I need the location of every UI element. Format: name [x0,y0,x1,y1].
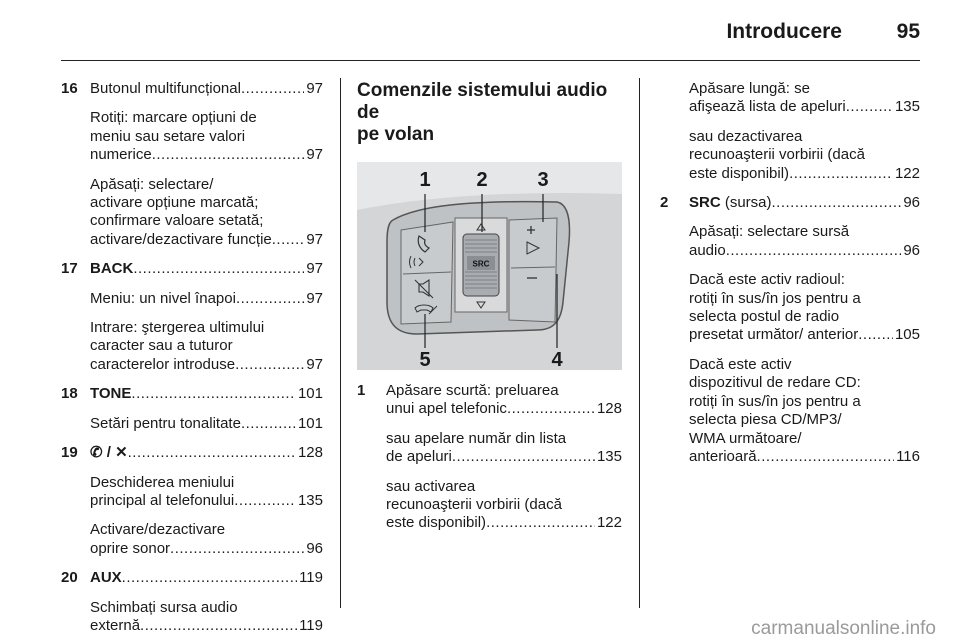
paragraph [90,176,323,250]
text-line [90,415,323,433]
figure-label-4: 4 [551,349,563,370]
text-line [90,109,323,127]
line-content: de apeluri [386,448,452,466]
line-text [689,290,861,308]
line-text [90,492,234,510]
line-text [90,617,140,635]
line-text [90,109,257,127]
src-button-label: SRC [472,259,490,269]
line-content: activare/dezactivare funcție [90,230,272,248]
page-reference[interactable]: 122 [596,514,622,532]
line-text [386,496,562,514]
page-header [0,0,960,60]
text-line [90,521,323,539]
paragraph [90,569,323,587]
line-text [90,415,241,433]
leader-dots [122,569,297,587]
line-text [689,80,810,98]
page-reference[interactable]: 119 [299,569,323,587]
line-text [90,231,272,249]
line-text [90,194,258,212]
text-line [90,212,323,230]
item-number: 20 [61,569,78,587]
line-content: externă [90,616,141,634]
page-number: 95 [896,20,920,43]
header-divider [61,60,920,61]
text-line [90,319,323,337]
chapter-title: Introducere [726,20,842,43]
text-line [90,80,323,98]
text-line [90,599,323,617]
line-text [689,146,865,164]
line-content: recunoaşterii vorbirii (dacă [386,496,562,514]
item-number: 17 [61,260,78,278]
text-line [689,271,920,289]
page-reference[interactable]: 101 [297,414,323,432]
legend-item [61,444,323,558]
text-line [90,128,323,146]
text-line [689,223,920,241]
section-heading [357,80,622,146]
text-line [90,540,323,558]
line-text [386,478,475,496]
control-name: SRC [689,194,721,212]
line-text [689,308,839,326]
line-text [689,223,849,241]
line-content: Schimbați sursa audio [90,598,238,616]
line-text [90,385,131,403]
text-line [90,444,323,462]
line-content: principal al telefonului [90,491,235,509]
paragraph [689,128,920,183]
item-number: 19 [61,444,78,462]
text-line [689,356,920,374]
figure-label-5: 5 [419,349,431,370]
text-line [386,430,622,448]
line-text [90,290,236,308]
line-content: unui apel telefonic [386,400,507,418]
leader-dots [140,617,297,635]
text-line [90,617,323,635]
line-content: Apăsați: selectare/ [90,175,214,193]
page-reference[interactable]: 135 [297,491,323,509]
page-reference[interactable]: 97 [306,355,323,373]
page-reference[interactable]: 97 [306,289,323,307]
line-text [90,212,263,230]
text-line [90,260,323,278]
leader-dots [235,356,304,374]
line-content: Intrare: ştergerea ultimului [90,319,265,337]
line-text [90,260,133,278]
page-reference[interactable]: 96 [903,241,920,259]
leader-dots [789,165,893,183]
item-number: 18 [61,385,78,403]
line-content: caracter sau a tuturor [90,337,233,355]
line-text [689,128,802,146]
page-reference[interactable]: 122 [894,164,920,182]
section-heading-line1: Comenzile sistemului audio de [357,80,608,123]
text-line [689,80,920,98]
watermark: carmanualsonline.info [751,618,936,639]
line-content: (sursa) [720,194,772,212]
line-content: presetat următor/ anterior [689,326,859,344]
line-text [90,80,241,98]
line-content: Apăsați: selectare sursă [689,223,850,241]
column-2-items [357,382,622,533]
paragraph [90,319,323,374]
leader-dots [772,194,902,212]
text-line [90,194,323,212]
paragraph [90,474,323,511]
text-line [90,492,323,510]
line-content: meniu sau setare valori [90,127,246,145]
paragraph [90,109,323,164]
line-content: recunoaşterii vorbirii (dacă [689,146,865,164]
page-reference[interactable]: 96 [903,194,920,212]
leader-dots [486,514,595,532]
legend-item [61,569,323,635]
line-content: rotiți în sus/în jos pentru a [689,392,861,410]
line-content: selecta postul de radio [689,308,840,326]
leader-dots [128,444,296,462]
paragraph [689,80,920,117]
text-line [689,242,920,260]
item-number: 1 [357,382,366,399]
page-reference[interactable]: 135 [596,448,622,466]
line-text [90,356,235,374]
line-text [689,326,858,344]
line-text [90,521,225,539]
line-text [90,176,213,194]
text-line [689,146,920,164]
right-button-cluster [509,218,557,322]
paragraph [90,599,323,636]
leader-dots [452,448,595,466]
line-text [90,444,128,462]
continued-item [660,80,920,183]
line-text [386,448,452,466]
page-reference[interactable]: 105 [894,326,920,344]
line-content: activare opțiune marcată; [90,194,259,212]
text-line [689,326,920,344]
text-line [90,474,323,492]
paragraph [90,290,323,308]
line-text [386,514,486,532]
text-line [689,128,920,146]
line-content: sau activarea [386,477,476,495]
paragraph [90,444,323,462]
line-content: este disponibil) [386,514,487,532]
page-reference[interactable]: 128 [596,400,622,418]
line-text [90,319,264,337]
line-content: rotiți în sus/în jos pentru a [689,289,861,307]
text-line [689,374,920,392]
text-line [689,430,920,448]
line-text [90,146,152,164]
text-line [386,496,622,514]
column-divider-1 [340,78,341,608]
leader-dots [241,415,296,433]
legend-item [357,382,622,533]
text-line [386,382,622,400]
text-line [90,146,323,164]
leader-dots [236,290,304,308]
paragraph [386,382,622,419]
line-text [90,337,233,355]
leader-dots [272,231,305,249]
line-content: confirmare valoare setată; [90,212,264,230]
line-content: oprire sonor [90,539,171,557]
control-name: TONE [90,385,132,403]
line-content: Rotiți: marcare opțiuni de [90,109,257,127]
leader-dots [241,80,304,98]
text-line [386,448,622,466]
legend-item [61,80,323,249]
leader-dots [726,242,902,260]
line-content: audio [689,241,726,259]
column-divider-2 [639,78,640,608]
line-content: dispozitivul de redare CD: [689,374,861,392]
leader-dots [131,385,296,403]
text-line [689,393,920,411]
paragraph [90,260,323,278]
line-text [386,382,559,400]
paragraph [386,478,622,533]
page-reference[interactable]: 97 [306,260,323,278]
leader-dots [507,400,595,418]
line-content: Butonul multifuncțional [90,80,241,97]
line-text [689,165,789,183]
line-text [689,448,757,466]
line-content: caracterelor introduse [90,355,236,373]
line-text [386,430,566,448]
line-content: sau apelare număr din lista [386,429,567,447]
page-reference[interactable]: 97 [306,80,323,97]
text-line [386,400,622,418]
line-content: WMA următoare/ [689,429,802,447]
figure-label-2: 2 [476,169,488,191]
leader-dots [858,326,893,344]
legend-item [61,385,323,433]
line-content: Setări pentru tonalitate [90,414,241,432]
page-reference[interactable]: 97 [306,146,323,164]
line-text [90,599,238,617]
leader-dots [234,492,296,510]
legend-item [660,194,920,466]
text-line [386,514,622,532]
page-reference[interactable]: 135 [894,98,920,116]
line-content: Deschiderea meniului [90,473,235,491]
control-name: BACK [90,260,134,278]
line-content: Activare/dezactivare [90,521,226,539]
paragraph [90,80,323,98]
text-line [90,337,323,355]
figure-label-1: 1 [419,169,431,191]
line-content: afişează lista de apeluri [689,98,846,116]
line-content: anterioară [689,447,757,465]
paragraph [90,385,323,403]
line-text [689,242,726,260]
legend-item [61,260,323,374]
line-text [90,128,245,146]
column-3-items [660,194,920,466]
page-reference[interactable]: 116 [896,447,920,465]
column-3 [660,80,920,466]
leader-dots [152,146,305,164]
line-content: Meniu: un nivel înapoi [90,289,236,307]
paragraph [689,271,920,345]
leader-dots [757,448,895,466]
item-number: 2 [660,194,669,212]
line-content: Apăsare lungă: se [689,80,810,97]
line-content: sau dezactivarea [689,127,803,145]
text-line [689,165,920,183]
text-line [689,290,920,308]
text-line [90,176,323,194]
line-text [689,271,845,289]
line-text [90,474,234,492]
paragraph [689,356,920,466]
line-text [689,98,846,116]
figure-label-3: 3 [537,169,549,191]
line-text [689,194,772,212]
paragraph [90,521,323,558]
column-2 [357,80,622,533]
page-reference[interactable]: 128 [297,444,323,462]
section-heading-line2: pe volan [357,124,435,145]
control-name: ✆ / ✕ [90,444,128,462]
page-reference[interactable]: 101 [297,385,323,403]
paragraph [386,430,622,467]
line-text [689,430,802,448]
text-line [90,385,323,403]
text-line [90,231,323,249]
page-reference[interactable]: 96 [306,539,323,557]
line-text [689,393,861,411]
paragraph [90,415,323,433]
page-reference[interactable]: 97 [306,230,323,248]
text-line [90,356,323,374]
line-text [689,356,792,374]
leader-dots [846,98,893,116]
leader-dots [133,260,304,278]
text-line [689,448,920,466]
line-text [90,569,122,587]
line-content: Dacă este activ [689,355,792,373]
page-reference[interactable]: 119 [299,616,323,634]
line-text [689,411,842,429]
paragraph [689,194,920,212]
line-content: Dacă este activ radioul: [689,271,845,289]
text-line [689,194,920,212]
text-line [689,98,920,116]
item-number: 16 [61,80,78,97]
text-line [689,411,920,429]
line-text [90,540,170,558]
line-text [689,374,861,392]
steering-wheel-controls-figure [357,162,622,370]
text-line [689,308,920,326]
line-content: Apăsare scurtă: preluarea [386,382,559,399]
line-text [386,400,507,418]
control-name: AUX [90,569,122,587]
paragraph [689,223,920,260]
line-content: este disponibil) [689,164,790,182]
line-content: selecta piesa CD/MP3/ [689,411,842,429]
text-line [90,569,323,587]
column-1 [61,80,323,635]
text-line [386,478,622,496]
text-line [90,290,323,308]
line-content: numerice [90,146,152,164]
leader-dots [170,540,304,558]
